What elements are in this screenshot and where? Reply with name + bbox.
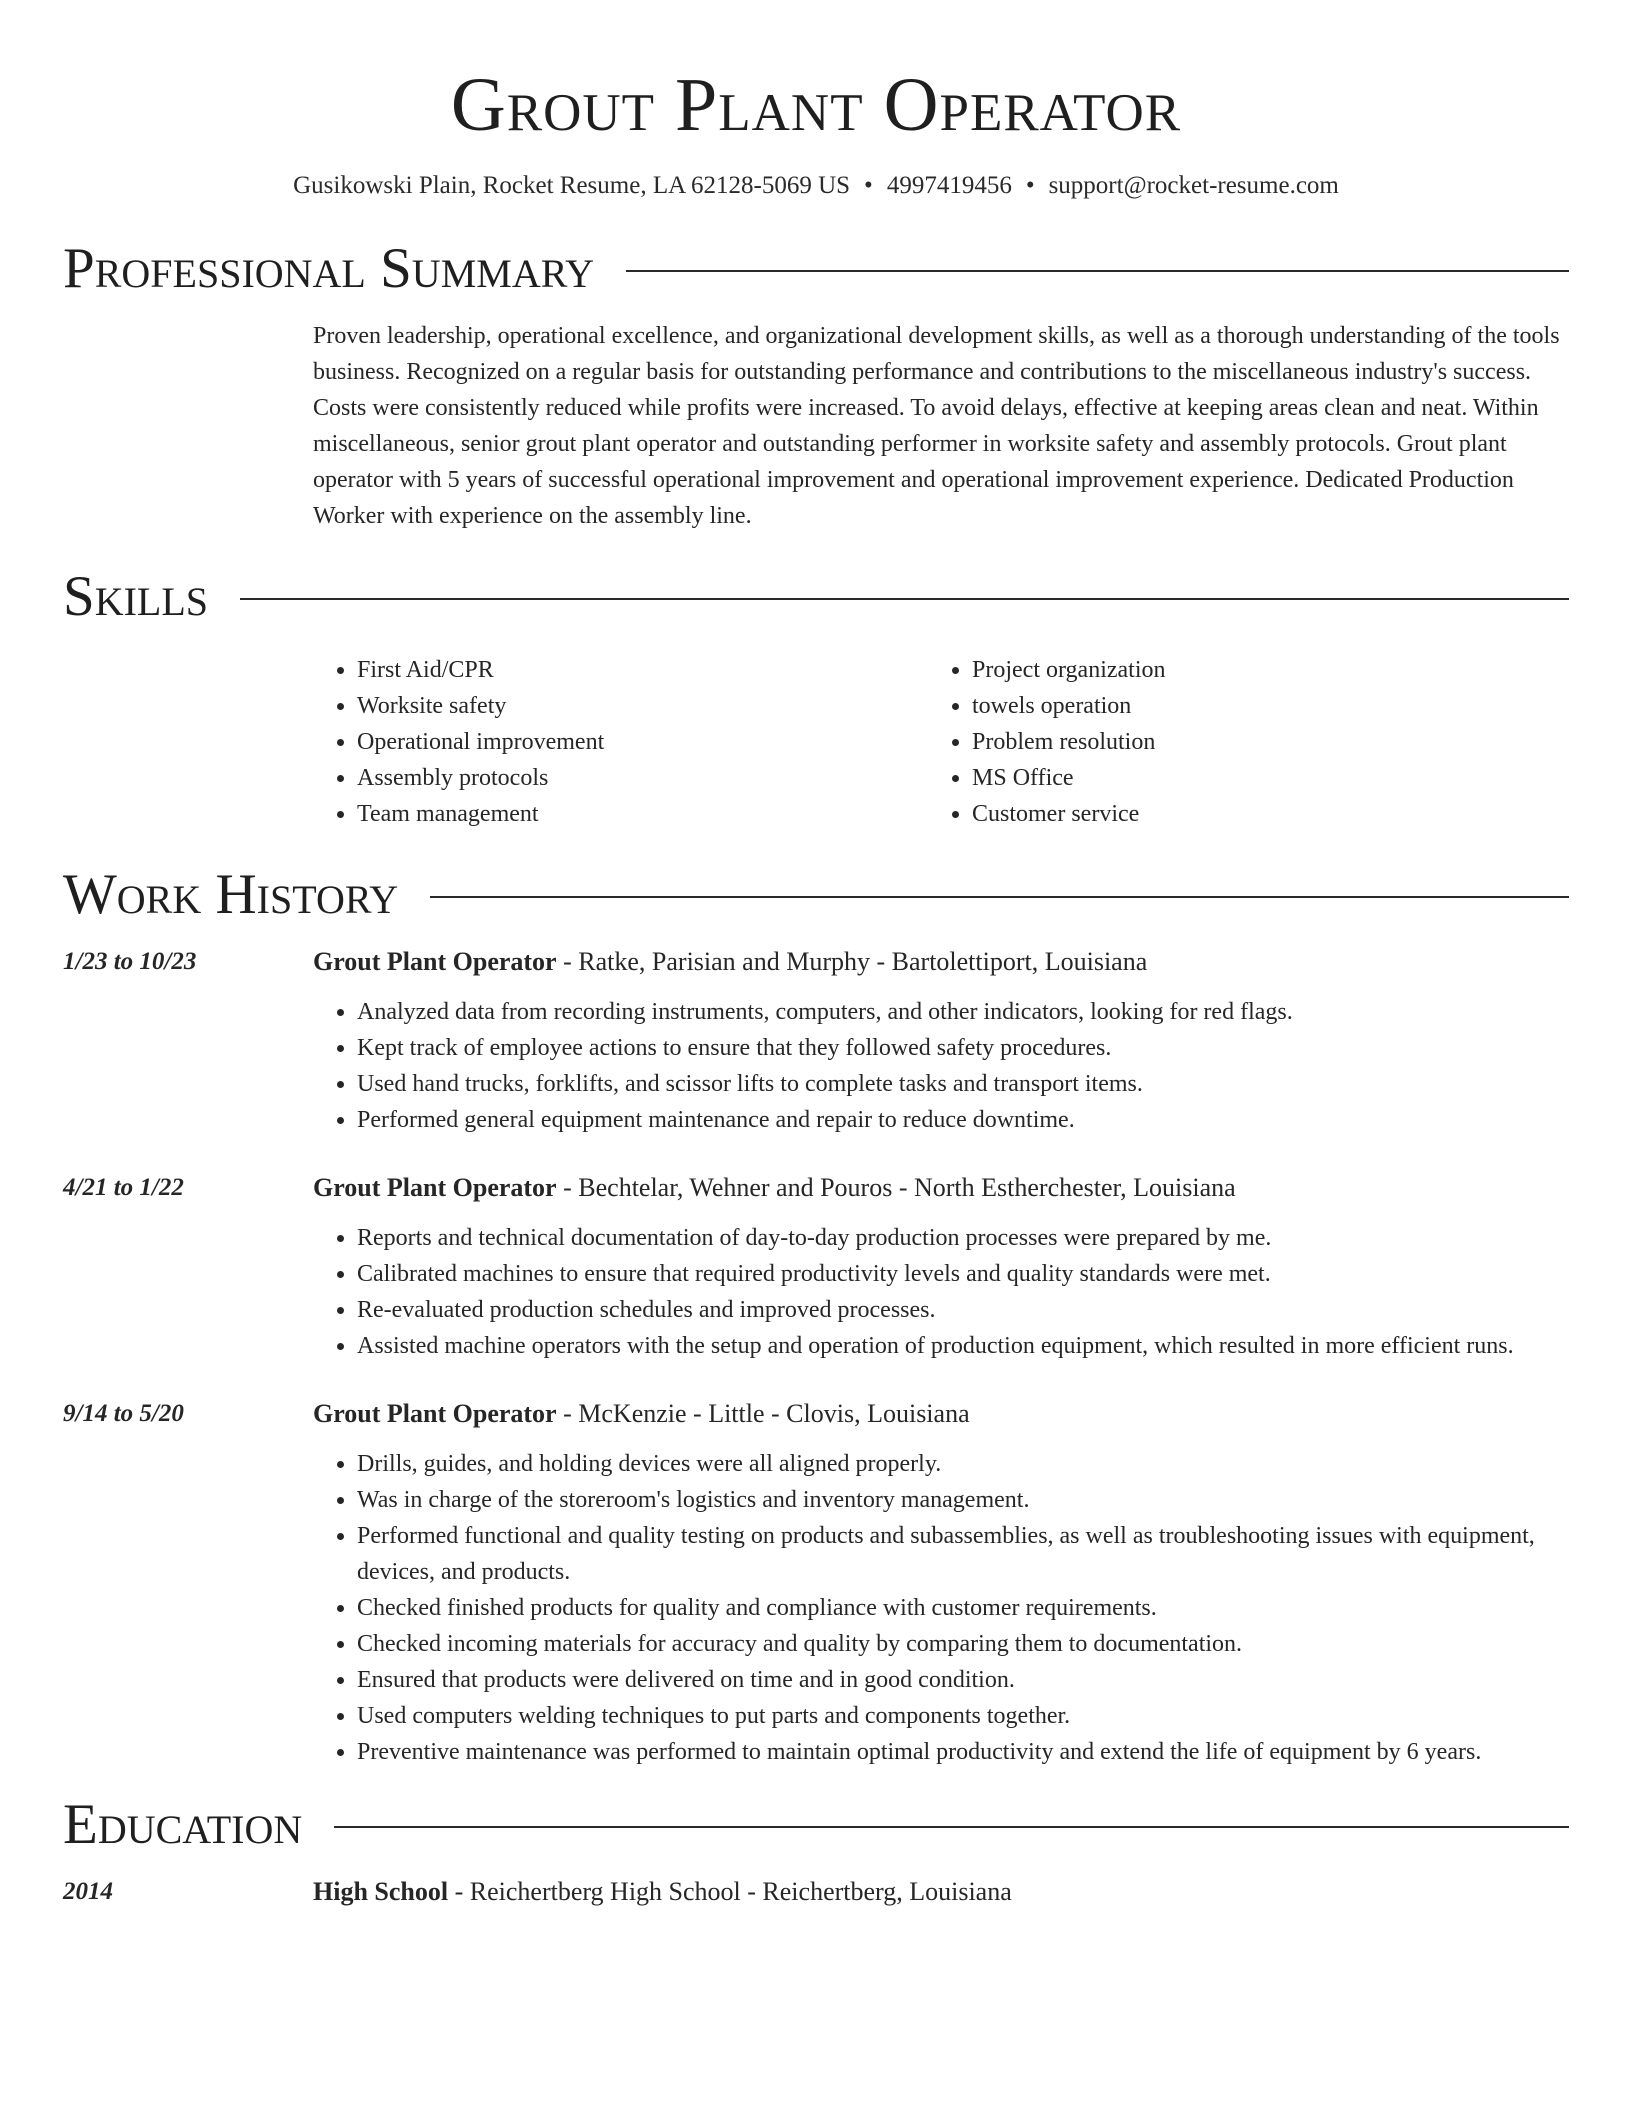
education-heading: Education xyxy=(63,1793,303,1856)
job-duty: • Assisted machine operators with the setup and operation of production equipment, which resulted in more efficient runs. xyxy=(357,1328,1514,1364)
job-duties xyxy=(313,1220,1514,1364)
job-duty: • Checked finished products for quality and compliance with customer requirements. xyxy=(357,1590,1569,1626)
skill-item: • Team management xyxy=(357,796,928,832)
job-duty: • Used hand trucks, forklifts, and scissor lifts to complete tasks and transport items. xyxy=(357,1066,1293,1102)
job-duty: • Used computers welding techniques to put parts and components together. xyxy=(357,1698,1569,1734)
skill-item: • Assembly protocols xyxy=(357,760,928,796)
job-details xyxy=(313,1396,1569,1770)
skills-column-right xyxy=(928,652,1543,832)
job-title: Grout Plant Operator xyxy=(313,1173,557,1202)
work-section-header xyxy=(63,862,1569,928)
job-title-line xyxy=(313,1396,1569,1432)
skills-heading: Skills xyxy=(63,565,209,628)
section-divider xyxy=(240,598,1569,600)
job-duty: • Ensured that products were delivered on time and in good condition. xyxy=(357,1662,1569,1698)
job-dates: 1/23 to 10/23 xyxy=(63,948,197,975)
skill-item: • MS Office xyxy=(972,760,1543,796)
job-duty: • Re-evaluated production schedules and improved processes. xyxy=(357,1292,1514,1328)
job-details xyxy=(313,944,1293,1138)
contact-email: support@rocket-resume.com xyxy=(1048,172,1339,199)
job-entry xyxy=(63,1170,1569,1364)
job-employer: - McKenzie - Little - Clovis, Louisiana xyxy=(556,1399,970,1428)
job-details xyxy=(313,1170,1514,1364)
skill-item: • Customer service xyxy=(972,796,1543,832)
job-title-line xyxy=(313,1170,1514,1206)
job-duty: • Performed functional and quality testing on products and subassemblies, as well as troubleshooting issues with equipment, devices, and products. xyxy=(357,1518,1569,1590)
education-degree: High School xyxy=(313,1877,449,1906)
job-dates: 4/21 to 1/22 xyxy=(63,1174,184,1201)
job-employer: - Bechtelar, Wehner and Pouros - North Estherchester, Louisiana xyxy=(556,1173,1236,1202)
section-divider xyxy=(430,896,1569,898)
job-title-line xyxy=(313,944,1293,980)
skills-list xyxy=(313,652,1569,832)
skill-item: • Operational improvement xyxy=(357,724,928,760)
skill-item: • Problem resolution xyxy=(972,724,1543,760)
summary-section-header xyxy=(63,236,1569,302)
work-heading: Work History xyxy=(63,863,399,926)
education-entry xyxy=(63,1874,1569,1910)
skill-item: • towels operation xyxy=(972,688,1543,724)
job-duty: • Analyzed data from recording instruments, computers, and other indicators, looking for red flags. xyxy=(357,994,1293,1030)
skill-item: • First Aid/CPR xyxy=(357,652,928,688)
contact-address: Gusikowski Plain, Rocket Resume, LA 62128-5069 US xyxy=(293,172,851,199)
contact-phone: 4997419456 xyxy=(886,172,1012,199)
education-date: 2014 xyxy=(63,1878,113,1905)
education-school: - Reichertberg High School - Reichertberg, Louisiana xyxy=(448,1877,1012,1906)
contact-line xyxy=(63,170,1569,202)
job-duties xyxy=(313,1446,1569,1770)
summary-heading: Professional Summary xyxy=(63,237,595,300)
job-employer: - Ratke, Parisian and Murphy - Bartolettiport, Louisiana xyxy=(556,947,1148,976)
job-duty: • Drills, guides, and holding devices were all aligned properly. xyxy=(357,1446,1569,1482)
contact-separator: • xyxy=(864,172,873,199)
contact-separator: • xyxy=(1025,172,1035,199)
skill-item: • Project organization xyxy=(972,652,1543,688)
education-details xyxy=(313,1874,1012,1910)
job-duty: • Reports and technical documentation of day-to-day production processes were prepared by me. xyxy=(357,1220,1514,1256)
job-dates: 9/14 to 5/20 xyxy=(63,1400,184,1427)
job-duty: • Kept track of employee actions to ensure that they followed safety procedures. xyxy=(357,1030,1293,1066)
job-duties xyxy=(313,994,1293,1138)
skills-section-header xyxy=(63,564,1569,630)
job-entry xyxy=(63,1396,1569,1770)
job-title: Grout Plant Operator xyxy=(313,1399,557,1428)
section-divider xyxy=(626,270,1569,272)
job-duty: • Performed general equipment maintenance and repair to reduce downtime. xyxy=(357,1102,1293,1138)
section-divider xyxy=(334,1826,1569,1828)
job-entry xyxy=(63,944,1569,1138)
job-title: Grout Plant Operator xyxy=(313,947,557,976)
summary-text: Proven leadership, operational excellence, and organizational development skills, as well as a thorough understanding of the tools business. Recognized on a regular basis for outstanding performance and contributions to the miscellaneous industry's success. Costs were consistently reduced while profits were increased. To avoid delays, effective at keeping areas clean and neat. Within miscellaneous, senior grout plant operator and outstanding performer in worksite safety and assembly protocols. Grout plant operator with 5 years of successful operational improvement and operational improvement experience. Dedicated Production Worker with experience on the assembly line. xyxy=(313,323,1560,529)
candidate-name: Grout Plant Operator xyxy=(450,63,1182,147)
job-duty: • Calibrated machines to ensure that required productivity levels and quality standards were met. xyxy=(357,1256,1514,1292)
skills-column-left xyxy=(313,652,928,832)
job-duty: • Was in charge of the storeroom's logistics and inventory management. xyxy=(357,1482,1569,1518)
job-duty: • Preventive maintenance was performed to maintain optimal productivity and extend the life of equipment by 6 years. xyxy=(357,1734,1569,1770)
job-duty: • Checked incoming materials for accuracy and quality by comparing them to documentation. xyxy=(357,1626,1569,1662)
education-section-header xyxy=(63,1792,1569,1858)
skill-item: • Worksite safety xyxy=(357,688,928,724)
